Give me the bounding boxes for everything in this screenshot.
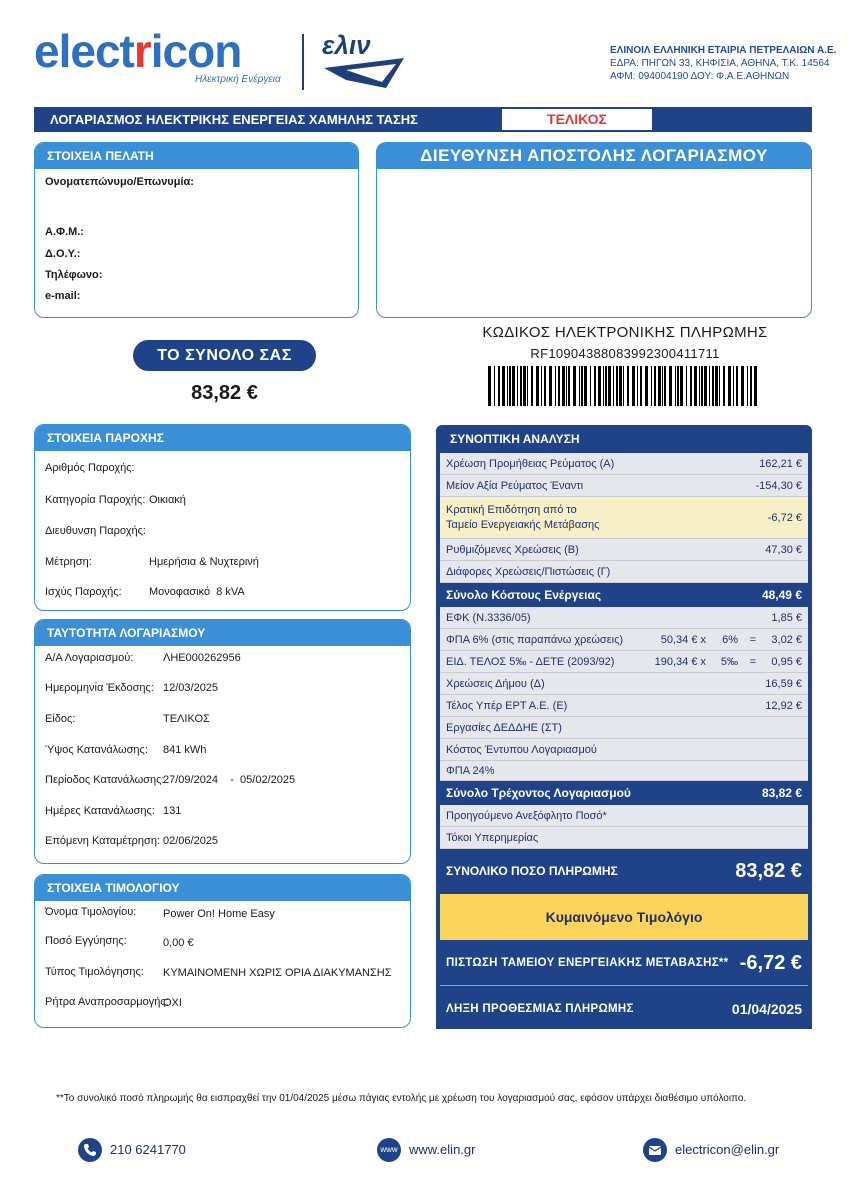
consumption-days-label: Ημέρες Κατανάλωσης: <box>45 805 155 817</box>
transition-fund-credit-row: ΠΙΣΤΩΣΗ ΤΑΜΕΙΟΥ ΕΝΕΡΓΕΙΑΚΗΣ ΜΕΤΑΒΑΣΗΣ** -6,72 € <box>440 943 808 983</box>
metering-label: Μέτρηση: <box>45 556 92 568</box>
afm-label: Α.Φ.Μ.: <box>45 226 84 238</box>
summary-row-special-fee: ΕΙΔ. ΤΕΛΟΣ 5‰ - ΔΕΤΕ (2093/92) 190,34 € x 5‰ = 0,95 € <box>440 651 808 673</box>
payment-footnote: **Το συνολικό ποσό πληρωμής θα εισπραχθεί την 01/04/2025 μέσω πάγιας εντολής με χρέωση του λογαριασμού σας, εφόσον υπάρχει διαθέσιμο υπόλοιπο. <box>56 1093 747 1104</box>
summary-row-subsidy: Κρατική Επιδότηση από το Ταμείο Ενεργειακής Μετάβασης -6,72 € <box>440 497 808 539</box>
account-number-label: Α/Α Λογαριασμού: <box>45 652 134 664</box>
phone-icon <box>78 1138 102 1162</box>
summary-panel <box>436 425 812 1029</box>
email-link[interactable]: electricon@elin.gr <box>675 1142 780 1157</box>
customer-panel <box>34 142 359 318</box>
pricing-type-value: ΚΥΜΑΙΝΟΜΕΝΗ ΧΩΡΙΣ ΟΡΙΑ ΔΙΑΚΥΜΑΝΣΗΣ <box>163 967 392 979</box>
summary-title: ΣΥΝΟΠΤΙΚΗ ΑΝΑΛΥΣΗ <box>450 432 580 446</box>
summary-row: ΦΠΑ 24% <box>440 761 808 781</box>
tariff-panel <box>34 874 411 1028</box>
supply-panel-title: ΣΤΟΙΧΕΙΑ ΠΑΡΟΧΗΣ <box>35 425 410 451</box>
deposit-label: Ποσό Εγγύησης: <box>45 935 127 947</box>
supply-number-label: Αριθμός Παροχής: <box>45 462 135 474</box>
bill-title-bar <box>34 107 812 132</box>
supply-category-label: Κατηγορία Παροχής: <box>45 494 146 506</box>
adjustment-clause-label: Ρήτρα Αναπροσαρμογής: <box>45 996 169 1008</box>
supply-power-value: Μονοφασικό 8 kVA <box>149 586 245 598</box>
electricon-logo: electricon <box>34 25 242 77</box>
bill-type-label: Είδος: <box>45 713 76 725</box>
customer-panel-title: ΣΤΟΙΧΕΙΑ ΠΕΛΑΤΗ <box>35 143 358 169</box>
tariff-name-label: Όνομα Τιμολογίου: <box>45 906 137 918</box>
summary-row: Μείον Αξία Ρεύματος Έναντι -154,30 € <box>440 475 808 497</box>
your-total-label: ΤΟ ΣΥΝΟΛΟ ΣΑΣ <box>133 340 316 371</box>
summary-row: Χρεώσεις Δήμου (Δ) 16,59 € <box>440 673 808 695</box>
your-total-amount: 83,82 € <box>191 382 258 404</box>
payment-due-row: ΛΗΞΗ ΠΡΟΘΕΣΜΙΑΣ ΠΛΗΡΩΜΗΣ 01/04/2025 <box>440 989 808 1029</box>
website-link[interactable]: www.elin.gr <box>409 1142 476 1157</box>
bill-type-value: ΤΕΛΙΚΟΣ <box>163 713 210 725</box>
name-label: Ονοματεπώνυμο/Επωνυμία: <box>45 176 194 188</box>
grand-total-row: ΣΥΝΟΛΙΚΟ ΠΟΣΟ ΠΛΗΡΩΜΗΣ 83,82 € <box>440 851 808 891</box>
elin-logo <box>316 30 412 92</box>
supply-category-value: Οικιακή <box>149 494 186 506</box>
summary-row: Διάφορες Χρεώσεις/Πιστώσεις (Γ) <box>440 561 808 583</box>
supply-panel <box>34 424 411 611</box>
bill-title: ΛΟΓΑΡΙΑΣΜΟΣ ΗΛΕΚΤΡΙΚΗΣ ΕΝΕΡΓΕΙΑΣ ΧΑΜΗΛΗΣ ΤΑΣΗΣ <box>50 112 418 127</box>
svg-text:ελιν: ελιν <box>322 30 371 60</box>
tariff-panel-title: ΣΤΟΙΧΕΙΑ ΤΙΜΟΛΟΓΙΟΥ <box>35 875 410 901</box>
summary-row: ΕΦΚ (Ν.3336/05) 1,85 € <box>440 607 808 629</box>
payment-code-label: ΚΩΔΙΚΟΣ ΗΛΕΚΤΡΟΝΙΚΗΣ ΠΛΗΡΩΜΗΣ <box>482 324 768 341</box>
summary-row: Εργασίες ΔΕΔΔΗΕ (ΣΤ) <box>440 717 808 739</box>
summary-row: Ρυθμιζόμενες Χρεώσεις (Β) 47,30 € <box>440 539 808 561</box>
payment-code: RF10904388083992300411711 <box>530 346 720 361</box>
summary-row-vat: ΦΠΑ 6% (στις παραπάνω χρεώσεις) 50,34 € x 6% = 3,02 € <box>440 629 808 651</box>
energy-cost-total-row: Σύνολο Κόστους Ενέργειας 48,49 € <box>440 583 808 607</box>
account-panel <box>34 619 411 864</box>
consumption-days-value: 131 <box>163 805 182 817</box>
mailing-address-panel <box>376 142 812 318</box>
consumption-label: Ύψος Κατανάλωσης: <box>45 744 148 756</box>
bill-status-badge: ΤΕΛΙΚΟΣ <box>500 107 654 132</box>
consumption-value: 841 kWh <box>163 744 207 756</box>
summary-row: Προηγούμενο Ανεξόφλητο Ποσό* <box>440 805 808 827</box>
issue-date-label: Ημερομηνία Έκδοσης: <box>45 682 154 694</box>
account-panel-title: ΤΑΥΤΟΤΗΤΑ ΛΟΓΑΡΙΑΣΜΟΥ <box>35 620 410 646</box>
supply-address-label: Διευθυνση Παροχής: <box>45 525 146 537</box>
summary-row: Κόστος Έντυπου Λογαριασμού <box>440 739 808 761</box>
variable-tariff-banner: Κυμαινόμενο Τιμολόγιο <box>440 894 808 940</box>
payment-barcode <box>488 366 760 406</box>
company-info: ΕΛΙΝΟΙΛ ΕΛΛΗΝΙΚΗ ΕΤΑΙΡΙΑ ΠΕΤΡΕΛΑΙΩΝ Α.Ε. ΕΔΡΑ: ΠΗΓΩΝ 33, ΚΗΦΙΣΙΑ, ΑΘΗΝΑ, Τ.Κ. 14564 ΑΦΜ: 094004190 ΔΟΥ: Φ.Α.Ε.ΑΘΗΝΩΝ <box>610 45 837 82</box>
adjustment-clause-value: ΟΧΙ <box>163 997 182 1009</box>
email-label: e-mail: <box>45 290 81 302</box>
summary-row: Χρέωση Προμήθειας Ρεύματος (Α) 162,21 € <box>440 453 808 475</box>
pricing-type-label: Τύπος Τιμολόγησης: <box>45 966 144 978</box>
phone-number[interactable]: 210 6241770 <box>110 1142 186 1157</box>
metering-value: Ημερήσια & Νυχτερινή <box>149 556 259 568</box>
summary-row: Τόκοι Υπερημερίας <box>440 827 808 849</box>
mailing-address-title: ΔΙΕΥΘΥΝΣΗ ΑΠΟΣΤΟΛΗΣ ΛΟΓΑΡΙΑΣΜΟΥ <box>377 143 811 169</box>
consumption-period-label: Περίοδος Κατανάλωσης: <box>45 774 165 786</box>
issue-date-value: 12/03/2025 <box>163 682 219 694</box>
logo-divider <box>302 34 304 90</box>
web-icon: www <box>377 1138 401 1162</box>
deposit-value: 0,00 € <box>163 937 194 949</box>
supply-power-label: Ισχύς Παροχής: <box>45 586 122 598</box>
summary-row: Τέλος Υπέρ ΕΡΤ Α.Ε. (Ε) 12,92 € <box>440 695 808 717</box>
next-reading-value: 02/06/2025 <box>163 835 219 847</box>
next-reading-label: Επόμενη Καταμέτρηση: <box>45 835 160 847</box>
account-number-value: ΛΗΕ000262956 <box>163 652 241 664</box>
tariff-name-value: Power On! Home Easy <box>163 908 275 920</box>
email-icon <box>643 1138 667 1162</box>
current-bill-total-row: Σύνολο Τρέχοντος Λογαριασμού 83,82 € <box>440 781 808 805</box>
logo-subtitle: Ηλεκτρική Ενέργεια <box>195 74 281 85</box>
consumption-period-value: 27/09/2024 - 05/02/2025 <box>163 774 296 786</box>
doy-label: Δ.Ο.Υ.: <box>45 248 81 260</box>
phone-label: Τηλέφωνο: <box>45 269 103 281</box>
